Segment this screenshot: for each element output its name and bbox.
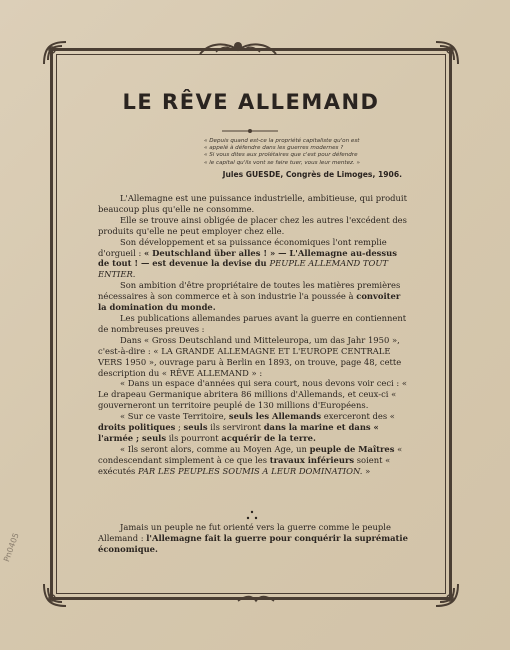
italic-run: PEUPLE ALLEMAND TOUT ENTIER.: [98, 258, 389, 280]
paragraph: [98, 237, 408, 281]
quote-paragraph: [98, 411, 408, 444]
separator-dots-icon: [244, 505, 260, 515]
quote-paragraph: [98, 444, 408, 477]
archive-stamp: Pn0405: [2, 531, 21, 564]
paragraph: Les publications allemandes parues avant la guerre en contiennent de nombreuses preuves :: [98, 312, 407, 334]
paragraph: [98, 280, 408, 313]
text-run: ;: [175, 422, 184, 433]
bold-run: seuls: [183, 422, 208, 433]
quote-paragraph: « Dans un espace d'années qui sera court, nous devons voir ceci : « Le drapeau Germanique abritera 86 millions d'Allemands, et ceux-ci « gouverneront un territoire peuplé de 130 millions d'Européens.: [98, 378, 407, 411]
corner-ornament-icon: [40, 38, 70, 68]
text-run: »: [362, 465, 371, 476]
bold-run: travaux inférieurs: [269, 454, 355, 465]
epigraph-line: « appelé à défendre dans les guerres modernes ?: [204, 145, 344, 152]
bold-run: l'Allemagne fait la guerre pour conquérir la suprématie économique.: [98, 532, 408, 554]
bold-run: acquérir de la terre.: [221, 432, 316, 443]
text-run: Son ambition d'être propriétaire de toutes les matières premières nécessaires à son commerce et à son industrie l'a poussée à: [98, 280, 401, 302]
text-run: ils serviront: [207, 422, 264, 433]
crown-ornament-icon: [196, 38, 280, 58]
corner-ornament-icon: [432, 38, 462, 68]
corner-ornament-icon: [40, 580, 70, 610]
paragraph: [98, 522, 408, 555]
epigraph-line: « Depuis quand est-ce la propriété capitaliste qu'on est: [204, 138, 360, 144]
title-underline: [222, 119, 278, 125]
epigraph-line: « Si vous dites aux prolétaires que c'est pour défendre: [204, 152, 358, 159]
epigraph-line: « le capital qu'ils vont se faire tuer, vous leur mentez. »: [204, 159, 360, 166]
italic-run: PAR LES PEUPLES SOUMIS A LEUR DOMINATION.: [138, 465, 363, 476]
corner-ornament-icon: [432, 580, 462, 610]
paragraph: Elle se trouve ainsi obligée de placer chez les autres l'excédent des produits qu'elle ne peut employer chez elle.: [98, 214, 407, 236]
bold-run: « Deutschland über alles ! » — L'Allemagne au-dessus de tout ! — est devenue la devise du: [98, 247, 397, 269]
closing-paragraph: [98, 522, 408, 555]
text-run: « condescendant simplement à ce que les: [98, 443, 403, 465]
text-run: Jamais un peuple ne fut orienté vers la guerre comme le peuple Allemand :: [98, 522, 391, 543]
bold-run: convoiter la domination du monde.: [98, 291, 401, 313]
paragraph: Dans « Gross Deutschland und Mitteleuropa, um das Jahr 1950 », c'est-à-dire : « LA GRANDE ALLEMAGNE ET L'EUROPE CENTRALE VERS 1950 », ouvrage paru à Berlin en 1893, on trouve, page 48, cette description du « RÊVE ALLEMAND » :: [98, 334, 402, 378]
bold-run: droits politiques: [98, 422, 176, 433]
body-text: [98, 193, 408, 477]
epigraph-attribution: Jules GUESDE, Congrès de Limoges, 1906.: [222, 170, 402, 179]
text-run: ils pourront: [166, 432, 222, 443]
bold-run: seuls les Allemands: [228, 411, 322, 422]
text-run: Son développement et sa puissance économiques l'ont remplie d'orgueil :: [98, 236, 387, 258]
bold-run: peuple de Maîtres: [309, 443, 395, 454]
text-run: « Ils seront alors, comme au Moyen Age, un: [120, 443, 310, 454]
paragraph: L'Allemagne est une puissance industrielle, ambitieuse, qui produit beaucoup plus qu'elle ne consomme.: [98, 193, 407, 214]
text-run: exerceront des «: [321, 411, 395, 422]
text-run: soient « exécutés: [98, 454, 391, 476]
page-title: LE RÊVE ALLEMAND: [122, 90, 380, 114]
epigraph-quote: [204, 138, 406, 167]
text-run: « Sur ce vaste Territoire,: [120, 411, 229, 422]
bold-run: dans la marine et dans « l'armée ; seuls: [98, 422, 379, 443]
bottom-ornament-icon: [236, 592, 276, 604]
